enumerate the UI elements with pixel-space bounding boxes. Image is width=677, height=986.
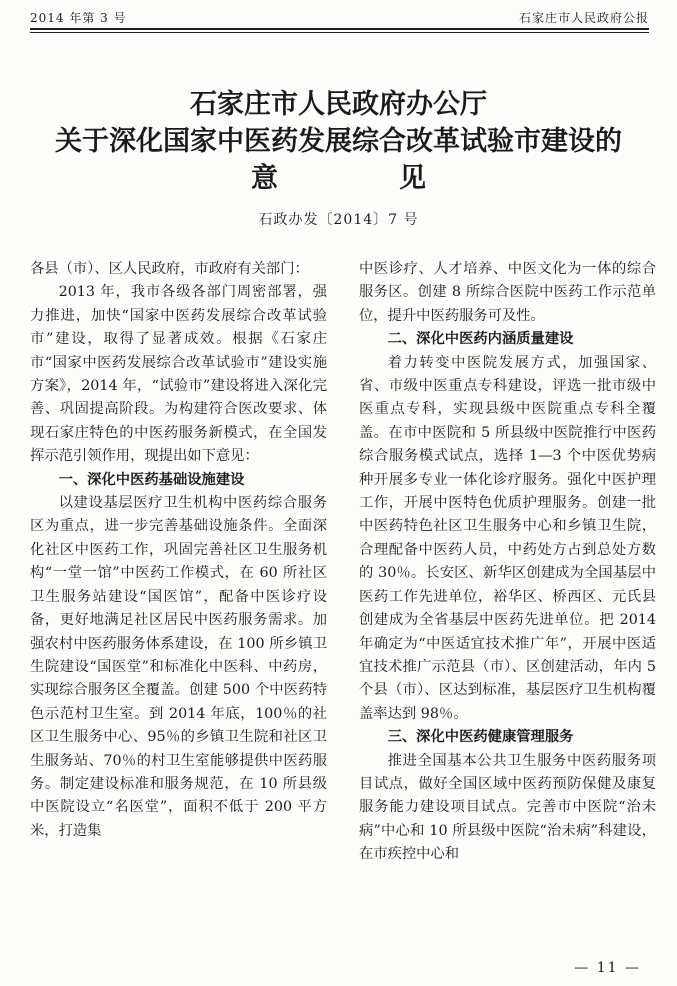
title-line-1: 石家庄市人民政府办公厅: [190, 89, 487, 120]
publication-name: 石家庄市人民政府公报: [518, 10, 649, 25]
document-number: 石政办发〔2014〕7 号: [258, 212, 419, 228]
section-heading-3: 三、深化中医药健康管理服务: [387, 729, 574, 746]
page-number: — 11 —: [574, 960, 641, 976]
paragraph: 着力转变中医院发展方式，加强国家、省、市级中医重点专科建设，评选一批市级中医重点专科，实现县级中医院重点专科全覆盖。在市中医院和 5 所县级中医院推行中医药综合服务模式试点，选择 1—3 个中医优势病种开展多专业一体化诊疗服务。强化中医护理工作，开展中医特色优质护理服务。创建一批中医药特色社区卫生服务中心和乡镇卫生院，合理配备中医药人员，中药处方占到总处方数的 30％。长安区、新华区创建成为全国基层中医药工作先进单位，裕华区、桥西区、元氏县创建成为全省基层中医药先进单位。把 2014 年确定为“中医适宜技术推广年”，开展中医适宜技术推广示范县（市）、区创建活动，年内 5 个县（市）、区达到标准，基层医疗卫生机构覆盖率达到 98％。: [359, 354, 656, 722]
left-column: [30, 258, 327, 843]
paragraph: 以建设基层医疗卫生机构中医药综合服务区为重点，进一步完善基础设施条件。全面深化社区中医药工作，巩固完善社区卫生服务机构“一堂一馆”中医药工作模式，在 60 所社区卫生服务站建设“国医馆”，配备中医诊疗设备，更好地满足社区居民中医药服务需求。加强农村中医药服务体系建设，在 100 所乡镇卫生院建设“国医堂”和标准化中医科、中药房，实现综合服务区全覆盖。创建 500 个中医药特色示范村卫生室。到 2014 年底，100％的社区卫生服务中心、95％的乡镇卫生院和社区卫生服务站、70％的村卫生室能够提供中医药服务。制定建设标准和服务规范，在 10 所县级中医院设立“名医堂”，面积不低于 200 平方米，打造集: [30, 495, 327, 839]
right-column: [359, 258, 656, 867]
title-char-jian: 见: [399, 163, 426, 194]
paragraph: 推进全国基本公共卫生服务中医药服务项目试点，做好全国区域中医药预防保健及康复服务能力建设项目试点。完善市中医院“治未病”中心和 10 所县级中医院“治未病”科建设，在市疾控中心和: [359, 752, 656, 863]
issue-label: 2014 年第 3 号: [30, 10, 127, 25]
paragraph: 2013 年，我市各级各部门周密部署，强力推进，加快“国家中医药发展综合改革试验市”建设，取得了显著成效。根据《石家庄市“国家中医药发展综合改革试验市”建设实施方案》，2014 年，“试验市”建设将进入深化完善、巩固提高阶段。为构建符合医改要求、体现石家庄特色的中医药服务新模式，在全国发挥示范引领作用，现提出如下意见：: [30, 284, 327, 465]
title-line-3: [0, 160, 677, 197]
paragraph-continued: 中医诊疗、人才培养、中医文化为一体的综合服务区。创建 8 所综合医院中医药工作示范单位，提升中医药服务可及性。: [359, 261, 656, 324]
page-header: [30, 6, 649, 30]
title-line-2: 关于深化国家中医药发展综合改革试验市建设的: [55, 126, 622, 157]
section-heading-2: 二、深化中医药内涵质量建设: [387, 331, 574, 348]
title-char-yi: 意: [251, 163, 278, 194]
section-heading-1: 一、深化中医药基础设施建设: [58, 471, 245, 488]
document-title: [0, 86, 677, 197]
addressee: 各县（市）、区人民政府，市政府有关部门：: [30, 261, 309, 277]
